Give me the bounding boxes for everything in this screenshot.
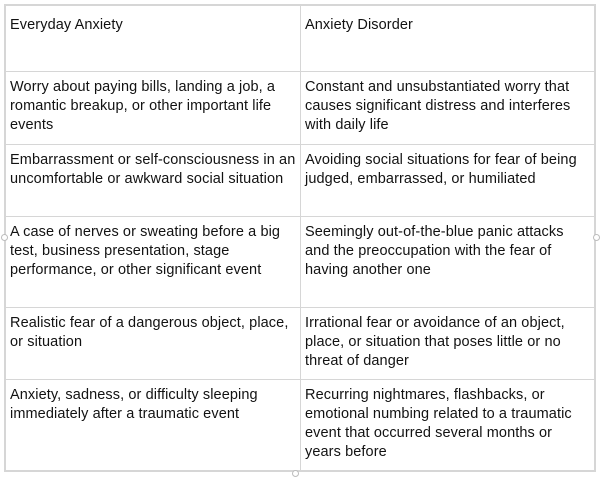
selection-handle-left[interactable]	[1, 234, 8, 241]
table-cell-left[interactable]: Realistic fear of a dangerous object, place, or situation	[6, 307, 301, 379]
table-row	[6, 380, 595, 471]
table-cell-right[interactable]: Avoiding social situations for fear of being judged, embarrassed, or humiliated	[301, 144, 595, 216]
header-cell-anxiety-disorder[interactable]	[301, 6, 595, 72]
table-row	[6, 307, 595, 379]
table-cell-left[interactable]: Embarrassment or self-consciousness in an uncomfortable or awkward social situation	[6, 144, 301, 216]
table-row	[6, 72, 595, 144]
comparison-table[interactable]	[4, 4, 596, 472]
header-cell-everyday-anxiety[interactable]	[6, 6, 301, 72]
table-cell-right[interactable]: Recurring nightmares, flashbacks, or emotional numbing related to a traumatic event that occurred several months or years before	[301, 380, 595, 471]
table-row	[6, 217, 595, 308]
table-cell-right[interactable]: Irrational fear or avoidance of an object, place, or situation that poses little or no threat of danger	[301, 307, 595, 379]
selection-handle-right[interactable]	[593, 234, 600, 241]
table-row	[6, 144, 595, 216]
table-cell-right[interactable]: Seemingly out-of-the-blue panic attacks and the preoccupation with the fear of having another one	[301, 217, 595, 308]
table-header-row	[6, 6, 595, 72]
header-label-right: Anxiety Disorder	[305, 17, 413, 33]
table-cell-right[interactable]: Constant and unsubstantiated worry that causes significant distress and interferes with daily life	[301, 72, 595, 144]
table-cell-left[interactable]: A case of nerves or sweating before a big test, business presentation, stage performance, or other significant event	[6, 217, 301, 308]
table-cell-left[interactable]: Worry about paying bills, landing a job, a romantic breakup, or other important life events	[6, 72, 301, 144]
table-cell-left[interactable]: Anxiety, sadness, or difficulty sleeping immediately after a traumatic event	[6, 380, 301, 471]
anxiety-comparison-table	[5, 5, 595, 471]
header-label-left: Everyday Anxiety	[10, 17, 123, 33]
